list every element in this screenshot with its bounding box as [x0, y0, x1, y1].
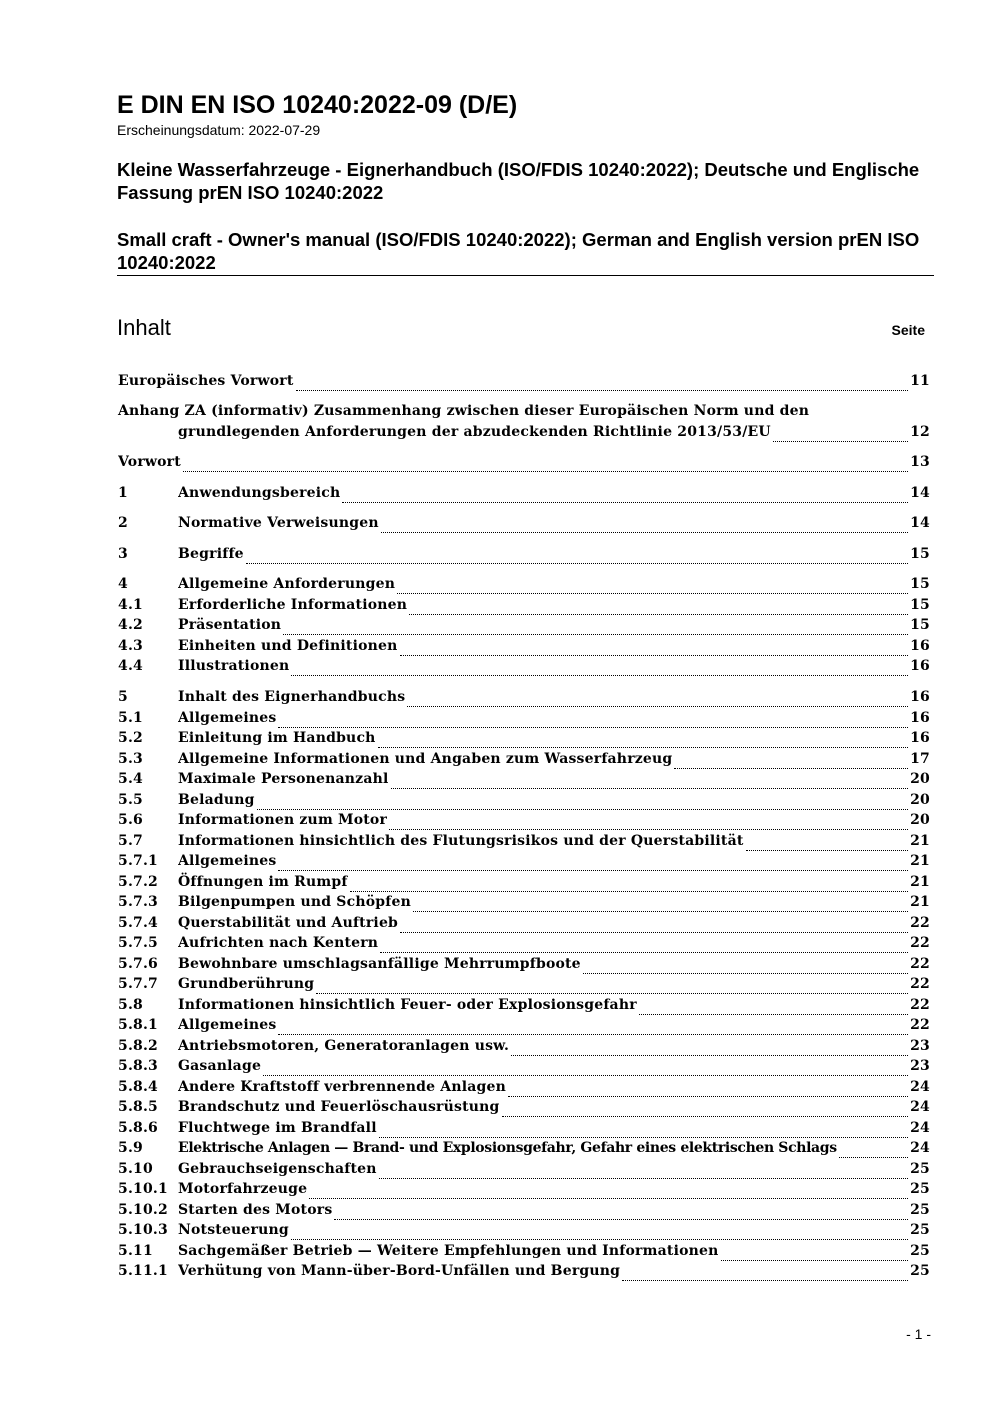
toc-entry[interactable]	[118, 544, 930, 564]
toc-entry[interactable]	[118, 1159, 930, 1179]
toc-entry-number: 5.7.4	[118, 915, 158, 931]
toc-leader-dots	[389, 824, 908, 830]
toc-entry-page: 11	[910, 373, 930, 389]
toc-entry-text: Informationen hinsichtlich des Flutungsrisikos und der Querstabilität	[178, 833, 744, 849]
toc-entry-text: Gebrauchseigenschaften	[178, 1161, 377, 1177]
subtitle-german: Kleine Wasserfahrzeuge - Eignerhandbuch (ISO/FDIS 10240:2022); Deutsche und Englische Fassung prEN ISO 10240:2022	[117, 159, 920, 203]
toc-leader-dots	[342, 497, 908, 503]
toc-entry[interactable]	[118, 995, 930, 1015]
toc-entry[interactable]	[118, 595, 930, 615]
toc-leader-dots	[316, 988, 908, 994]
toc-leader-dots	[773, 436, 908, 442]
toc-entry-text: Allgemeines	[178, 710, 277, 726]
toc-entry-number: 5.10	[118, 1161, 153, 1177]
toc-entry-text: Brandschutz und Feuerlöschausrüstung	[178, 1099, 500, 1115]
toc-entry-number: 5.8.3	[118, 1058, 158, 1074]
document-title: E DIN EN ISO 10240:2022-09 (D/E)	[117, 91, 518, 119]
toc-entry-text: Motorfahrzeuge	[178, 1181, 308, 1197]
toc-entry[interactable]	[118, 615, 930, 635]
toc-entry-number: 5.10.1	[118, 1181, 168, 1197]
toc-entry-text: Elektrische Anlagen — Brand- und Explosionsgefahr, Gefahr eines elektrischen Schlags	[178, 1140, 837, 1156]
toc-heading: Inhalt	[117, 315, 171, 340]
toc-entry[interactable]	[118, 892, 930, 912]
toc-entry-page: 16	[910, 710, 930, 726]
toc-leader-dots	[380, 947, 908, 953]
toc-entry-number: 5.11	[118, 1243, 153, 1259]
toc-entry-number: 5.6	[118, 812, 143, 828]
toc-entry-number: 5.7.1	[118, 853, 158, 869]
toc-entry-continuation[interactable]	[118, 422, 930, 442]
toc-entry[interactable]	[118, 749, 930, 769]
toc-entry-page: 17	[910, 751, 930, 767]
toc-entry-page: 15	[910, 576, 930, 592]
toc-entry-number: 5.3	[118, 751, 143, 767]
toc-entry-page: 24	[910, 1120, 930, 1136]
toc-entry[interactable]	[118, 1056, 930, 1076]
toc-entry-page: 20	[910, 792, 930, 808]
toc-entry-text: Antriebsmotoren, Generatoranlagen usw.	[178, 1038, 510, 1054]
toc-entry-text: Sachgemäßer Betrieb — Weitere Empfehlungen und Informationen	[178, 1243, 719, 1259]
toc-entry[interactable]	[118, 1015, 930, 1035]
toc-entry[interactable]	[118, 728, 930, 748]
toc-entry-text-continued: grundlegenden Anforderungen der abzudeckenden Richtlinie 2013/53/EU	[178, 424, 771, 440]
toc-leader-dots	[291, 1234, 908, 1240]
toc-entry-text: Öffnungen im Rumpf	[178, 874, 348, 890]
toc-entry-text: Informationen hinsichtlich Feuer- oder Explosionsgefahr	[178, 997, 637, 1013]
toc-entry-text: Querstabilität und Auftrieb	[178, 915, 399, 931]
toc-entry-number: 5.7.2	[118, 874, 158, 890]
toc-leader-dots	[839, 1152, 908, 1158]
subtitle-english: Small craft - Owner's manual (ISO/FDIS 10240:2022); German and English version prEN ISO 10240:2022	[117, 229, 920, 273]
publication-date: Erscheinungsdatum: 2022-07-29	[117, 122, 321, 138]
toc-leader-dots	[407, 701, 908, 707]
toc-entry-page: 20	[910, 812, 930, 828]
toc-entry-text: Vorwort	[118, 454, 181, 470]
toc-leader-dots	[502, 1111, 909, 1117]
toc-entry-text: Inhalt des Eignerhandbuchs	[178, 689, 406, 705]
toc-entry-number: 5.4	[118, 771, 143, 787]
toc-entry-text: Informationen zum Motor	[178, 812, 388, 828]
toc-entry-number: 4.4	[118, 658, 143, 674]
toc-entry[interactable]	[118, 1179, 930, 1199]
toc-entry-page: 24	[910, 1140, 930, 1156]
toc-entry-page: 20	[910, 771, 930, 787]
toc-entry[interactable]	[118, 708, 930, 728]
toc-entry[interactable]	[118, 872, 930, 892]
toc-entry-text: Starten des Motors	[178, 1202, 333, 1218]
toc-leader-dots	[397, 588, 908, 594]
toc-entry-number: 4.2	[118, 617, 143, 633]
toc-entry-page: 13	[910, 454, 930, 470]
toc-entry[interactable]	[118, 831, 930, 851]
toc-entry-number: 2	[118, 515, 128, 531]
toc-entry[interactable]	[118, 574, 930, 594]
toc-entry-page: 25	[910, 1243, 930, 1259]
toc-entry[interactable]	[118, 810, 930, 830]
toc-entry-page: 21	[910, 874, 930, 890]
toc-entry[interactable]	[118, 656, 930, 676]
toc-entry-number: 5.8.6	[118, 1120, 158, 1136]
toc-entry-text: Einleitung im Handbuch	[178, 730, 376, 746]
toc-entry[interactable]	[118, 1077, 930, 1097]
toc-entry-page: 21	[910, 853, 930, 869]
toc-entry-number: 4.3	[118, 638, 143, 654]
toc-entry-text: Illustrationen	[178, 658, 290, 674]
toc-entry[interactable]	[118, 974, 930, 994]
toc-entry-number: 5.7	[118, 833, 143, 849]
toc-entry-number: 5.7.5	[118, 935, 158, 951]
toc-entry-page: 22	[910, 1017, 930, 1033]
toc-entry-page: 15	[910, 597, 930, 613]
toc-entry-number: 5.8.2	[118, 1038, 158, 1054]
toc-entry-text: Allgemeines	[178, 1017, 277, 1033]
toc-entry-text: Grundberührung	[178, 976, 315, 992]
toc-entry-text: Allgemeines	[178, 853, 277, 869]
toc-page-column-label: Seite	[891, 322, 925, 338]
toc-leader-dots	[278, 865, 908, 871]
toc-leader-dots	[381, 527, 908, 533]
toc-entry-number: 3	[118, 546, 128, 562]
toc-entry[interactable]	[118, 1118, 930, 1138]
toc-entry-page: 25	[910, 1161, 930, 1177]
toc-entry-text: Anhang ZA (informativ) Zusammenhang zwischen dieser Europäischen Norm und den	[118, 403, 810, 419]
toc-entry-number: 5.5	[118, 792, 143, 808]
toc-entry-page: 16	[910, 730, 930, 746]
toc-entry-text: Allgemeine Anforderungen	[178, 576, 396, 592]
toc-entry-page: 22	[910, 915, 930, 931]
toc-entry-text: Fluchtwege im Brandfall	[178, 1120, 377, 1136]
toc-entry[interactable]	[118, 1261, 930, 1281]
toc-leader-dots	[283, 629, 908, 635]
toc-entry-page: 22	[910, 976, 930, 992]
toc-leader-dots	[413, 906, 908, 912]
toc-entry-number: 5.9	[118, 1140, 143, 1156]
toc-leader-dots	[296, 385, 909, 391]
toc-entry-text: Europäisches Vorwort	[118, 373, 294, 389]
toc-entry-number: 5.8.1	[118, 1017, 158, 1033]
toc-entry-page: 22	[910, 997, 930, 1013]
toc-entry-text: Gasanlage	[178, 1058, 262, 1074]
toc-entry-text: Andere Kraftstoff verbrennende Anlagen	[178, 1079, 507, 1095]
toc-entry-page: 22	[910, 956, 930, 972]
toc-entry-page: 16	[910, 638, 930, 654]
toc-entry-number: 5.2	[118, 730, 143, 746]
toc-entry-page: 14	[910, 485, 930, 501]
toc-entry-page: 24	[910, 1079, 930, 1095]
toc-entry-number: 5.7.3	[118, 894, 158, 910]
toc-entry-number: 5	[118, 689, 128, 705]
toc-entry-page: 23	[910, 1058, 930, 1074]
toc-entry-page: 16	[910, 689, 930, 705]
toc-leader-dots	[263, 1070, 908, 1076]
toc-entry-text: Präsentation	[178, 617, 282, 633]
toc-entry[interactable]	[118, 1220, 930, 1240]
toc-entry-number: 5.7.7	[118, 976, 158, 992]
toc-entry[interactable]	[118, 954, 930, 974]
toc-leader-dots	[246, 558, 908, 564]
toc-leader-dots	[309, 1193, 908, 1199]
toc-entry[interactable]	[118, 851, 930, 871]
toc-entry[interactable]	[118, 769, 930, 789]
toc-entry-page: 15	[910, 546, 930, 562]
toc-entry-text: Verhütung von Mann-über-Bord-Unfällen und Bergung	[178, 1263, 621, 1279]
toc-entry[interactable]	[118, 401, 930, 421]
toc-entry-page: 15	[910, 617, 930, 633]
toc-entry-page: 21	[910, 833, 930, 849]
toc-entry[interactable]	[118, 790, 930, 810]
toc-entry-text: Erforderliche Informationen	[178, 597, 408, 613]
toc-entry-page: 22	[910, 935, 930, 951]
toc-entry[interactable]	[118, 452, 930, 472]
toc-entry-number: 5.10.3	[118, 1222, 168, 1238]
toc-leader-dots	[278, 1029, 908, 1035]
toc-entry-page: 23	[910, 1038, 930, 1054]
toc-entry-page: 16	[910, 658, 930, 674]
toc-leader-dots	[622, 1275, 908, 1281]
toc-entry-number: 5.8.4	[118, 1079, 158, 1095]
toc-entry-text: Begriffe	[178, 546, 244, 562]
toc-entry-text: Bilgenpumpen und Schöpfen	[178, 894, 411, 910]
toc-entry-text: Bewohnbare umschlagsanfällige Mehrrumpfboote	[178, 956, 581, 972]
toc-entry-page: 25	[910, 1263, 930, 1279]
toc-entry-page: 24	[910, 1099, 930, 1115]
toc-entry[interactable]	[118, 1036, 930, 1056]
toc-entry[interactable]	[118, 933, 930, 953]
header-divider	[117, 275, 934, 276]
toc-entry-number: 5.1	[118, 710, 143, 726]
toc-entry-number: 4.1	[118, 597, 143, 613]
toc-entry[interactable]	[118, 513, 930, 533]
toc-entry-text: Anwendungsbereich	[178, 485, 341, 501]
toc-leader-dots	[291, 670, 908, 676]
toc-entry-text: Allgemeine Informationen und Angaben zum Wasserfahrzeug	[178, 751, 673, 767]
toc-leader-dots	[391, 783, 909, 789]
toc-entry-number: 4	[118, 576, 128, 592]
toc-entry-number: 5.10.2	[118, 1202, 168, 1218]
toc-leader-dots	[183, 466, 908, 472]
toc-entry[interactable]	[118, 913, 930, 933]
toc-entry[interactable]	[118, 687, 930, 707]
toc-entry[interactable]	[118, 1241, 930, 1261]
page-number: - 1 -	[906, 1326, 931, 1342]
toc-entry-text: Einheiten und Definitionen	[178, 638, 398, 654]
toc-entry-number: 5.8.5	[118, 1099, 158, 1115]
toc-entry-page: 25	[910, 1181, 930, 1197]
toc-entry-number: 5.7.6	[118, 956, 158, 972]
toc-entry-number: 5.8	[118, 997, 143, 1013]
toc-entry-page: 25	[910, 1202, 930, 1218]
toc-entry-text: Beladung	[178, 792, 255, 808]
toc-entry[interactable]	[118, 636, 930, 656]
toc-entry-text: Normative Verweisungen	[178, 515, 379, 531]
toc-entry-page: 14	[910, 515, 930, 531]
toc-entry-text: Aufrichten nach Kentern	[178, 935, 379, 951]
toc-entry-page: 25	[910, 1222, 930, 1238]
toc-entry-page: 21	[910, 894, 930, 910]
toc-entry-number: 5.11.1	[118, 1263, 168, 1279]
toc-entry-number: 1	[118, 485, 128, 501]
toc-entry-page: 12	[910, 424, 930, 440]
toc-entry-text: Maximale Personenanzahl	[178, 771, 389, 787]
toc-entry-text: Notsteuerung	[178, 1222, 289, 1238]
toc-entry[interactable]	[118, 1097, 930, 1117]
toc-entry[interactable]	[118, 1200, 930, 1220]
toc-leader-dots	[378, 742, 909, 748]
toc-entry[interactable]	[118, 1138, 930, 1158]
toc-entry[interactable]	[118, 371, 930, 391]
toc-entry[interactable]	[118, 483, 930, 503]
